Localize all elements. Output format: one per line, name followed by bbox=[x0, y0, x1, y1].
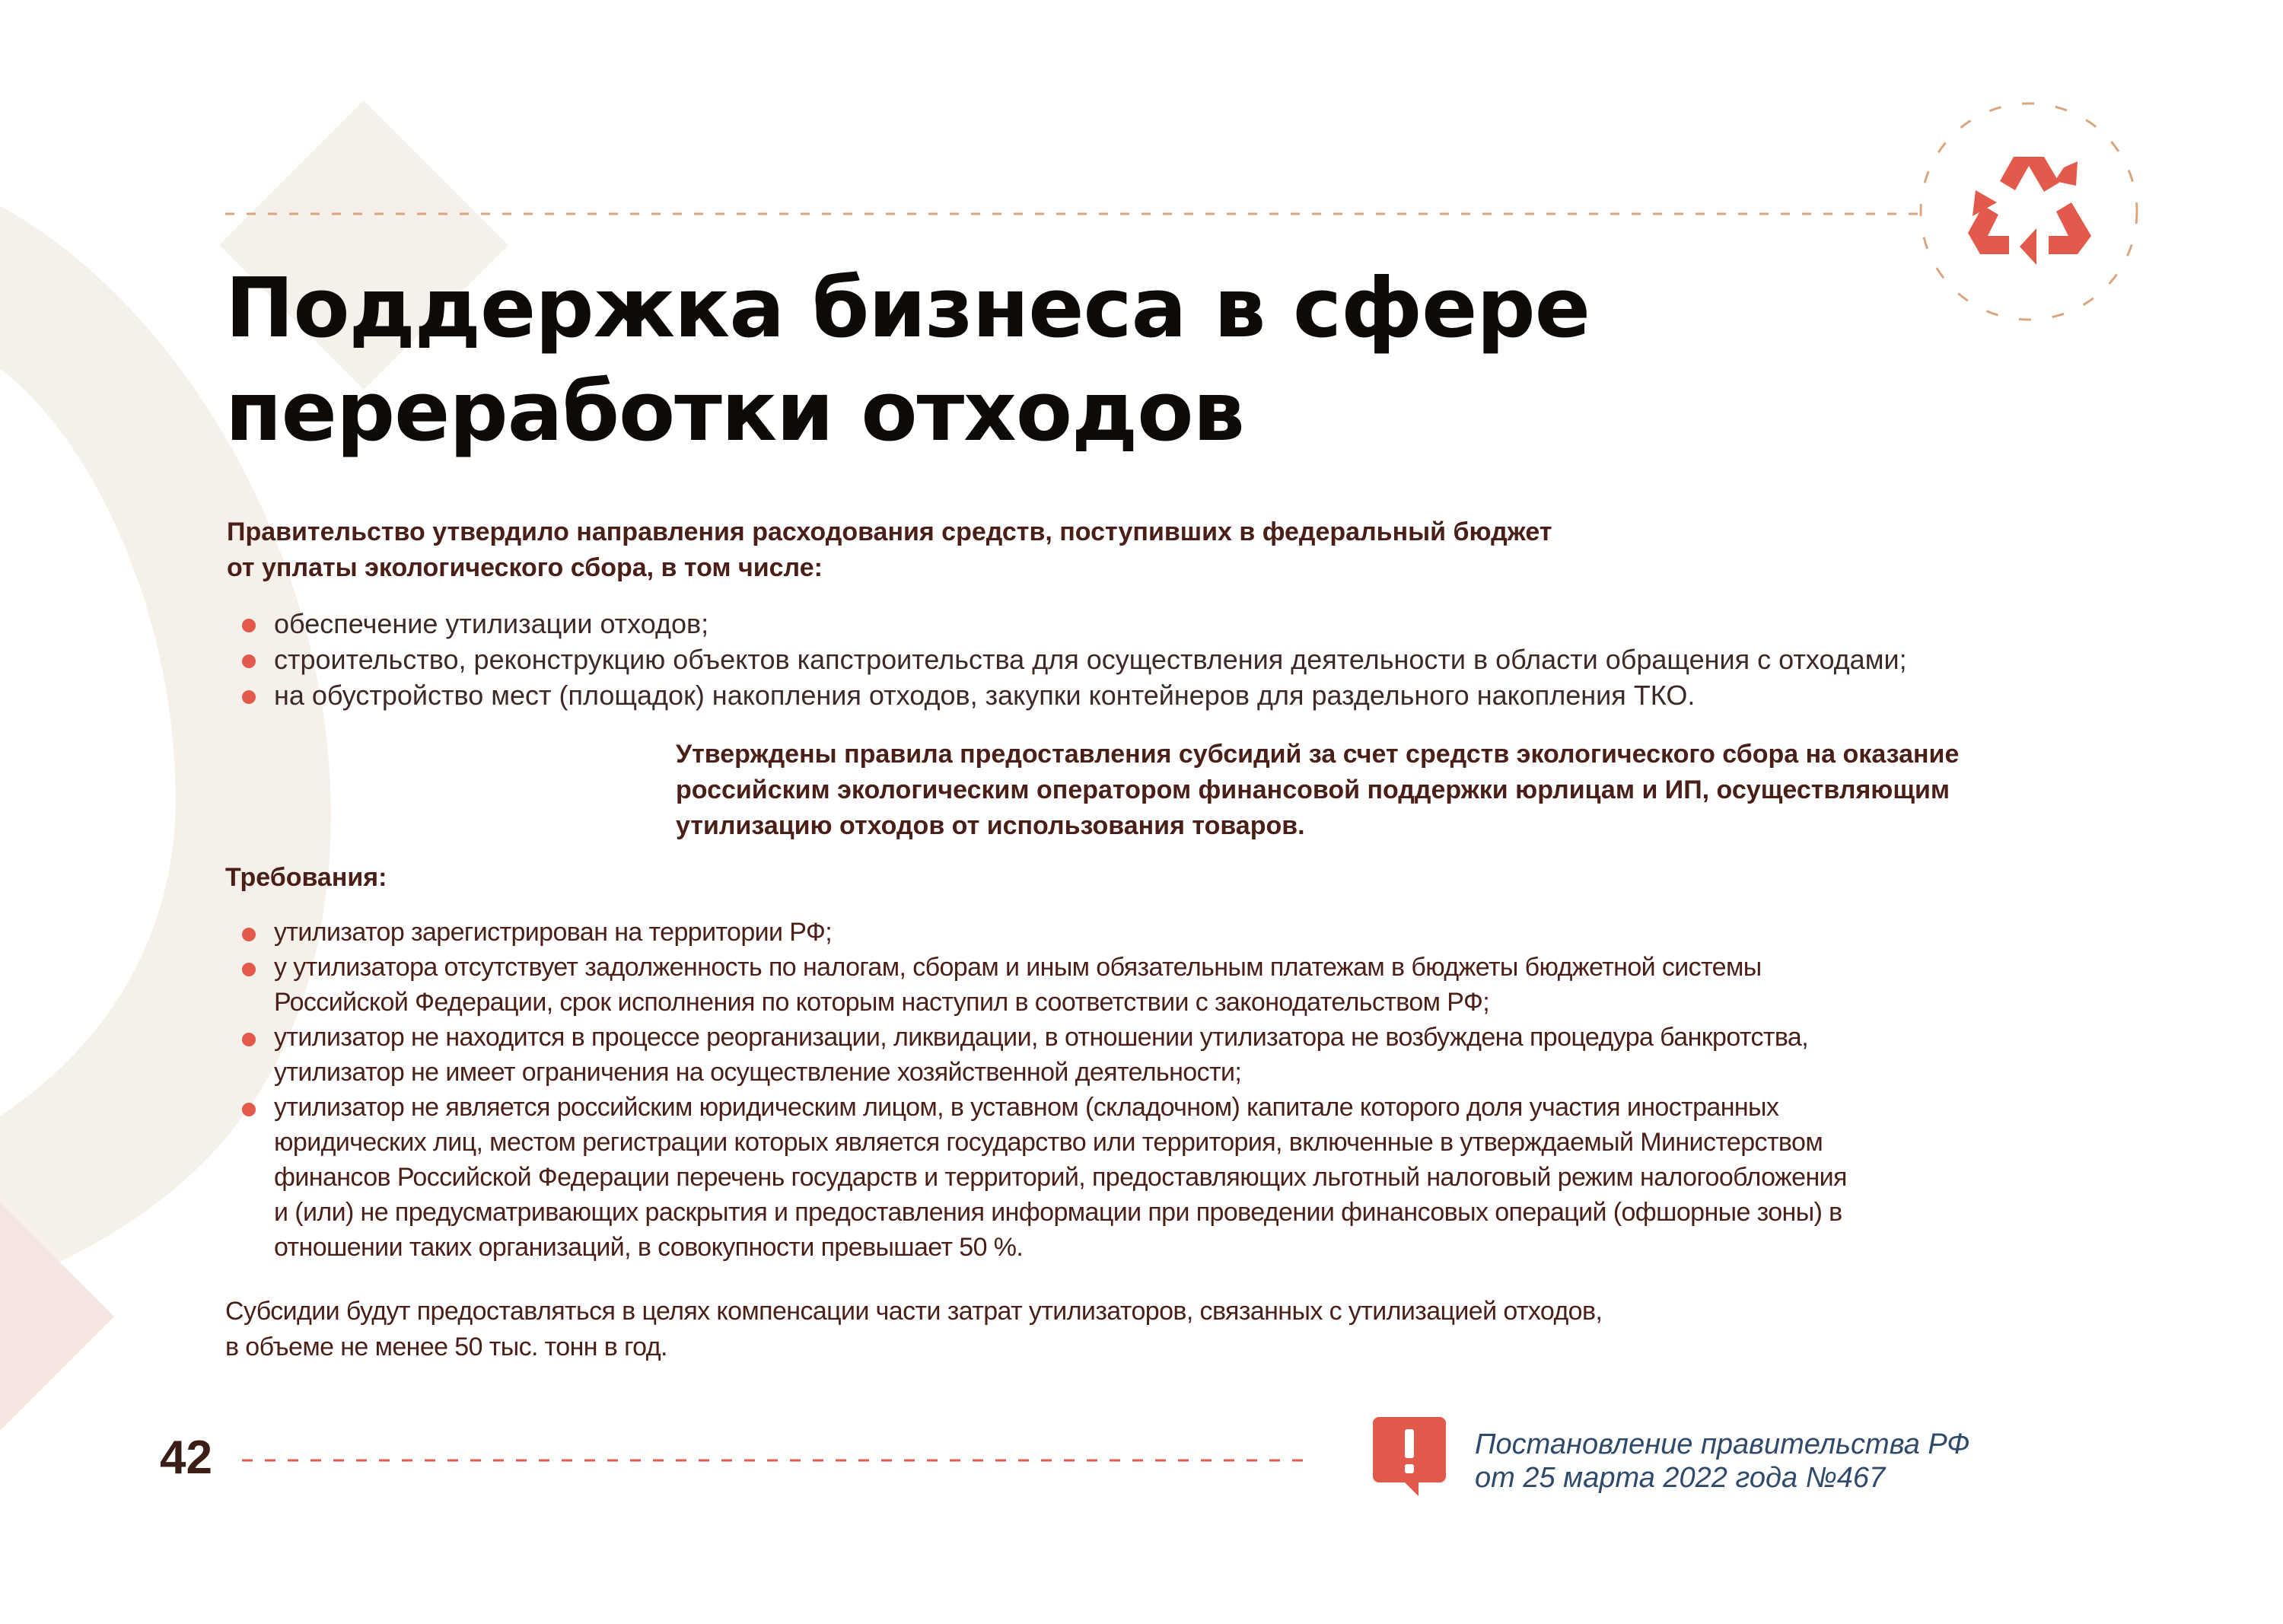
footer-note-line: от 25 марта 2022 года №467 bbox=[1475, 1462, 1886, 1494]
page-title bbox=[225, 257, 1590, 464]
recycle-emblem bbox=[1915, 97, 2143, 326]
rules-line: утилизацию отходов от использования товаров. bbox=[676, 811, 1305, 840]
intro-paragraph bbox=[227, 514, 1552, 586]
list-item bbox=[228, 1090, 1847, 1265]
intro-line: Правительство утвердило направления расходования средств, поступивших в федеральный бюджет bbox=[227, 517, 1552, 546]
conclusion-line: Субсидии будут предоставляться в целях компенсации части затрат утилизаторов, связанных с утилизацией отходов, bbox=[225, 1297, 1603, 1326]
title-line-1: Поддержка бизнеса в сфере bbox=[225, 261, 1590, 356]
list-item-line: и (или) не предусматривающих раскрытия и предоставления информации при проведении финансовых операций (офшорные зоны) в bbox=[274, 1198, 1842, 1227]
rules-line: российским экологическим оператором финансовой поддержки юрлицам и ИП, осуществляющим bbox=[676, 775, 1950, 804]
title-line-2: переработки отходов bbox=[225, 365, 1244, 460]
footer-note-line: Постановление правительства РФ bbox=[1475, 1428, 1970, 1460]
list-item-line: отношении таких организаций, в совокупности превышает 50 %. bbox=[274, 1233, 1024, 1262]
rules-paragraph bbox=[676, 737, 1959, 844]
requirements-list bbox=[228, 915, 1847, 1265]
emblem-dashed-circle bbox=[1921, 103, 2137, 320]
list-item: на обустройство мест (площадок) накопления отходов, закупки контейнеров для раздельного накопления ТКО. bbox=[228, 677, 1907, 713]
page-number: 42 bbox=[160, 1431, 212, 1484]
footer-note bbox=[1475, 1428, 1970, 1495]
requirements-heading: Требования: bbox=[225, 863, 387, 892]
top-dashed-line bbox=[225, 212, 1930, 216]
conclusion-paragraph bbox=[225, 1294, 1602, 1365]
list-item-line: утилизатор не является российским юридическим лицом, в уставном (складочном) капитале которого доля участия иностранных bbox=[274, 1093, 1779, 1122]
intro-line: от уплаты экологического сбора, в том числе: bbox=[227, 553, 823, 582]
list-item: обеспечение утилизации отходов; bbox=[228, 606, 1907, 642]
list-item-line: у утилизатора отсутствует задолженность по налогам, сборам и иным обязательным платежам в бюджеты бюджетной системы bbox=[274, 953, 1762, 982]
list-item-line: утилизатор не имеет ограничения на осуществление хозяйственной деятельности; bbox=[274, 1058, 1242, 1087]
recycle-icon bbox=[1968, 157, 2091, 265]
list-item bbox=[228, 1020, 1847, 1090]
list-item-line: утилизатор зарегистрирован на территории РФ; bbox=[274, 918, 833, 947]
list-item-line: финансов Российской Федерации перечень государств и территорий, предоставляющих льготный налоговый режим налогообложения bbox=[274, 1163, 1847, 1192]
footer-dashed-line bbox=[242, 1458, 1323, 1463]
rules-line: Утверждены правила предоставления субсидий за счет средств экологического сбора на оказание bbox=[676, 740, 1960, 769]
directions-list bbox=[228, 606, 1907, 713]
list-item bbox=[228, 915, 1847, 950]
list-item bbox=[228, 950, 1847, 1020]
list-item: строительство, реконструкцию объектов капстроительства для осуществления деятельности в области обращения с отходами; bbox=[228, 642, 1907, 677]
list-item-line: юридических лиц, местом регистрации которых является государство или территория, включенные в утверждаемый Министерством bbox=[274, 1128, 1823, 1157]
list-item-line: утилизатор не находится в процессе реорганизации, ликвидации, в отношении утилизатора не возбуждена процедура банкротства, bbox=[274, 1023, 1809, 1052]
exclamation-icon bbox=[1373, 1417, 1446, 1499]
conclusion-line: в объеме не менее 50 тыс. тонн в год. bbox=[225, 1333, 667, 1361]
list-item-line: Российской Федерации, срок исполнения по которым наступил в соответствии с законодательством РФ; bbox=[274, 988, 1490, 1017]
